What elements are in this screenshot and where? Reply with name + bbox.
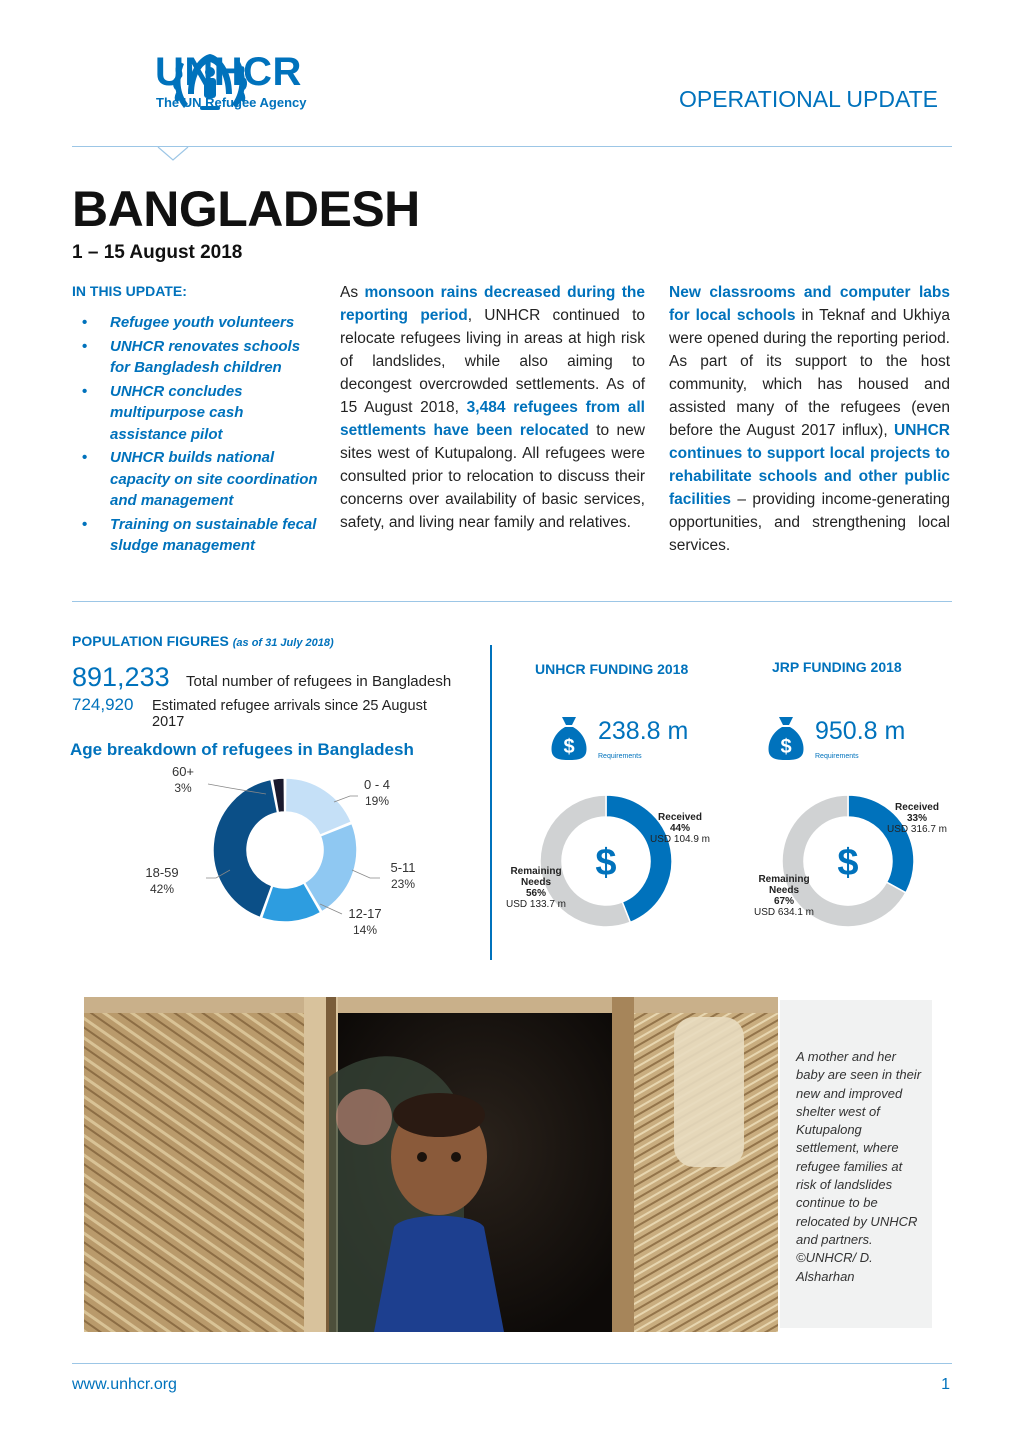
jrp-requirement-label: Requirements — [815, 753, 859, 760]
age-category: 18-59 — [145, 865, 179, 880]
document-type: OPERATIONAL UPDATE — [678, 86, 938, 112]
fund-category: Remaining Needs — [510, 866, 562, 888]
text-run: As — [340, 284, 365, 301]
age-percent: 3% — [174, 781, 192, 795]
update-item[interactable]: • Refugee youth volunteers — [82, 312, 322, 334]
age-category: 5-11 — [390, 860, 416, 875]
fund-amount: USD 133.7 m — [505, 899, 567, 910]
page-title: BANGLADESH — [72, 181, 420, 237]
fund-category: Remaining Needs — [758, 874, 810, 896]
jrp-funding-heading: JRP FUNDING 2018 — [772, 659, 902, 675]
update-item[interactable]: • UNHCR builds national capacity on site coordination and management — [82, 447, 322, 512]
highlight-text: UNHCR continues to support local projects to rehabilitate schools and other public facilities — [669, 422, 950, 508]
fund-amount: USD 634.1 m — [753, 907, 815, 918]
age-percent: 42% — [149, 882, 175, 896]
photo-caption: A mother and her baby are seen in their new and improved shelter west of Kutupalong settlement, where refugee families at risk of landslides continue to be relocated by UNHCR and partners. ©UNHCR/ D. Alsharhan — [796, 1049, 922, 1284]
page-number: 1 — [941, 1376, 950, 1393]
text-run: , UNHCR continued to relocate refugees living in areas at high risk of landslides, while also aiming to decongest overcrowded settlements. As of 15 August 2018, — [340, 307, 645, 416]
age-category: 12-17 — [348, 906, 382, 921]
money-bag-icon — [548, 715, 590, 761]
header-divider — [72, 146, 952, 147]
vertical-divider — [490, 645, 492, 960]
schools-paragraph — [669, 281, 950, 557]
org-name: UNHCR — [155, 50, 302, 94]
population-heading — [72, 633, 334, 649]
fund-percent: 67% — [773, 896, 794, 907]
relocation-paragraph — [340, 281, 645, 534]
total-refugees-value: 891,233 — [72, 662, 170, 692]
in-this-update-list — [82, 312, 322, 559]
jrp-requirement-value: 950.8 m — [815, 717, 906, 745]
org-subtitle: The UN Refugee Agency — [156, 95, 307, 110]
age-category: 60+ — [171, 764, 195, 779]
section-divider — [72, 601, 952, 602]
highlight-text: monsoon rains decreased during the reporting period — [340, 284, 645, 324]
svg-text:$: $ — [780, 736, 792, 758]
fund-percent: 44% — [669, 823, 690, 834]
dollar-icon: $ — [595, 842, 617, 884]
total-refugees-label: Total number of refugees in Bangladesh — [186, 673, 452, 690]
population-heading-text: POPULATION FIGURES — [72, 633, 229, 649]
age-category: 0 - 4 — [363, 777, 390, 792]
age-percent: 19% — [364, 794, 390, 808]
fund-percent: 56% — [525, 888, 546, 899]
svg-text:$: $ — [563, 736, 575, 758]
population-heading-note: (as of 31 July 2018) — [232, 637, 334, 649]
unhcr-funding-heading: UNHCR FUNDING 2018 — [535, 661, 689, 677]
dollar-icon: $ — [837, 842, 859, 884]
update-item[interactable]: • UNHCR renovates schools for Bangladesh children — [82, 336, 322, 379]
text-run: – providing income-generating opportunities, and strengthening local services. — [669, 491, 950, 554]
fund-amount: USD 104.9 m — [649, 834, 711, 845]
unhcr-received-label — [648, 812, 712, 845]
age-leader-lines — [200, 780, 400, 930]
text-run: to new sites west of Kutupalong. All refugees were consulted prior to relocation to discuss their concerns over availability of basic services, safety, and living near family and relatives. — [340, 422, 645, 531]
age-percent: 14% — [352, 923, 378, 937]
arrivals-label: Estimated refugee arrivals since 25 August 2017 — [152, 698, 427, 730]
unhcr-requirement-label: Requirements — [598, 753, 642, 760]
fund-category: Received — [895, 802, 939, 813]
fund-amount: USD 316.7 m — [886, 824, 948, 835]
update-item[interactable]: • Training on sustainable fecal sludge management — [82, 514, 322, 557]
footer-divider — [72, 1363, 952, 1364]
age-percent: 23% — [390, 877, 416, 891]
highlight-text: 3,484 refugees from all settlements have been relocated — [340, 399, 645, 439]
fund-category: Received — [658, 812, 702, 823]
fund-percent: 33% — [906, 813, 927, 824]
header-caret-icon — [157, 147, 189, 163]
arrivals-value: 724,920 — [72, 695, 134, 714]
text-run: in Teknaf and Ukhiya were opened during the reporting period. As part of its support to the host community, which has housed and assisted many of the refugees (even before the August 2017 influx), — [669, 307, 951, 439]
jrp-received-label — [884, 802, 950, 835]
report-date: 1 – 15 August 2018 — [72, 242, 243, 263]
unhcr-remaining-label — [500, 866, 572, 910]
highlight-text: New classrooms and computer labs for local schools — [669, 284, 950, 324]
jrp-remaining-label — [748, 874, 820, 918]
unhcr-requirement-value: 238.8 m — [598, 717, 689, 745]
age-label-18-59 — [138, 865, 186, 897]
website-link[interactable]: www.unhcr.org — [72, 1376, 177, 1393]
mother-and-baby-photo — [84, 997, 778, 1332]
age-breakdown-heading: Age breakdown of refugees in Bangladesh — [70, 740, 414, 759]
money-bag-icon — [765, 715, 807, 761]
update-item[interactable]: • UNHCR concludes multipurpose cash assistance pilot — [82, 381, 322, 446]
in-this-update-heading: IN THIS UPDATE: — [72, 283, 187, 299]
